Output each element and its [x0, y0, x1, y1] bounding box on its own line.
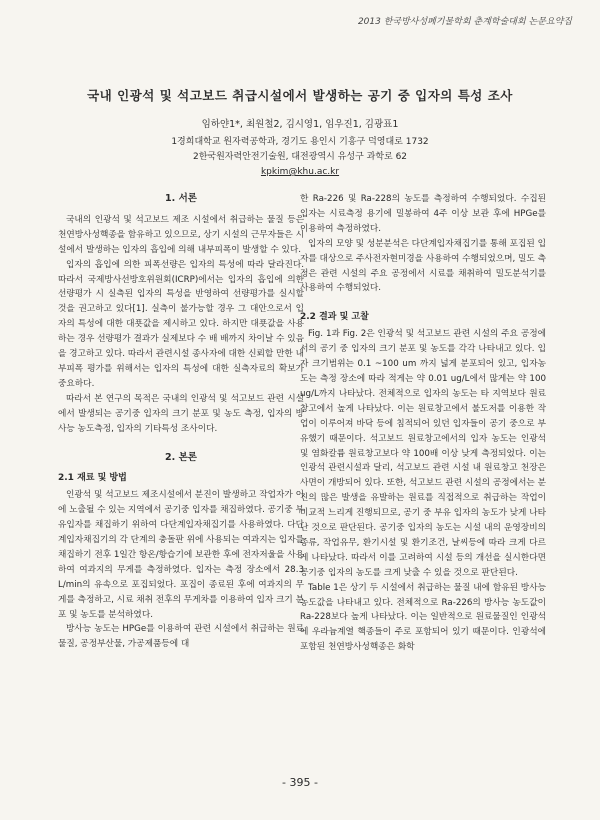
methods-paragraph-1: 인광석 및 석고보드 제조시설에서 분진이 발생하고 작업자가 이에 노출될 수 있는 지역에서 공기중 입자를 채집하였다. 공기중 부유입자를 채집하기 위하여 다단계입자채집기를 사용하였다. 다단계입자채집기의 각 단계의 충돌판 위에 사용되는 여과지는 입자를 채집하기 전후 1일간 항온/항습기에 보관한 후에 전자저울을 사용하여 여과지의 무게를 측정하였다. 입자는 측정 장소에서 28.3 L/min의 유속으로 포집되었다. 포집이 종료된 후에 여과지의 무게를 측정하고, 시료 채취 전후의 무게차를 이용하여 입자 크기 분포 및 농도를 분석하였다.: [58, 490, 304, 620]
author-list: 임하얀1*, 최원철2, 김시영1, 임우진1, 김광표1: [201, 119, 399, 130]
affiliation-1: 1경희대학교 원자력공학과, 경기도 용인시 기흥구 덕영대로 1732: [171, 137, 429, 147]
methods-paragraph-3: 입자의 모양 및 성분분석은 다단계입자채집기를 통해 포집된 입자를 대상으로 주사전자현미경을 사용하여 수행되었으며, 밀도 측정은 관련 시설의 주요 공정에서 시료를 채취하여 밀도분석기를 사용하여 수행되었다.: [300, 238, 546, 294]
affiliation-2: 2한국원자력안전기술원, 대전광역시 유성구 과학로 62: [192, 152, 408, 162]
section-title-intro: 1. 서론: [165, 193, 197, 204]
results-paragraph-2: Table 1은 상기 두 시설에서 취급하는 물질 내에 함유된 방사능 농도값을 나타내고 있다. 전체적으로 Ra-226의 방사능 농도값이 Ra-228보다 높게 나타났다. 이는 일반적으로 원료물질인 인광석에 우라늄계열 핵종들이 주로 포함되어 있기 때문이다. 인광석에 포함된 천연방사성핵종은 화학: [300, 582, 546, 653]
contact-email[interactable]: kpkim@khu.ac.kr: [260, 167, 340, 177]
intro-paragraph-2: 입자의 흡입에 의한 피폭선량은 입자의 특성에 따라 달라진다. 따라서 국제방사선방호위원회(ICRP)에서는 입자의 흡입에 의한 선량평가 시 실측된 입자의 특성을 반영하여 선량평가를 실시할 것을 권고하고 있다[1]. 실측이 불가능할 경우 그 대안으로서 입자의 특성에 대한 대푯값을 제시하고 있다. 하지만 대푯값을 사용하는 경우 선량평가 결과가 실제보다 수 배 배까지 차이날 수 있음을 경고하고 있다. 따라서 관련시설 종사자에 대한 신뢰할 만한 내부피폭 평가를 위해서는 입자의 특성에 대한 실측자료의 확보가 중요하다.: [58, 259, 304, 389]
methods-continuation: 한 Ra-226 및 Ra-228의 농도를 측정하여 수행되었다. 수집된 입자는 시료측정 용기에 밀봉하여 4주 이상 보관 후에 HPGe를 이용하여 측정하였다.: [300, 194, 546, 234]
page-number: - 395 -: [282, 776, 318, 789]
methods-paragraph-2: 방사능 농도는 HPGe를 이용하여 관련 시설에서 취급하는 원료물질, 공정부산물, 가공제품등에 대: [58, 624, 304, 650]
subsection-title-results: 2.2 결과 및 고찰: [300, 312, 369, 323]
running-head: 2013 한국방사성폐기물학회 춘계학술대회 논문요약집: [357, 17, 572, 27]
left-column: [58, 192, 304, 652]
intro-paragraph-1: 국내의 인광석 및 석고보드 제조 시설에서 취급하는 물질 등은 천연방사성핵종을 함유하고 있으므로, 상기 시설의 근무자들은 시설에서 발생하는 입자의 흡입에 의해 내부피폭이 발생할 수 있다.: [58, 214, 304, 255]
paper-title: 국내 인광석 및 석고보드 취급시설에서 발생하는 공기 중 입자의 특성 조사: [87, 88, 513, 103]
results-paragraph-1: Fig. 1과 Fig. 2은 인광석 및 석고보드 관련 시설의 주요 공정에서의 공기 중 입자의 크기 분포 및 농도를 각각 나타내고 있다. 입자 크기범위는 0.1 ~100 um 까지 넓게 분포되어 있고, 입자농도는 측정 장소에 따라 적게는 약 0.01 ug/L에서 많게는 약 100 ug/L까지 나타났다. 전체적으로 입자의 농도는 타 지역보다 원료창고에서 높게 나타났다. 이는 원료창고에서 불도저를 이용한 작업이 이루어져 바닥 등에 침적되어 있던 입자들이 공기 중으로 부유했기 때문이다. 석고보드 원료창고에서의 입자 농도는 인광석 및 염화칼륨 원료창고보다 약 100배 이상 낮게 측정되었다. 이는 인광석 관련시설과 달리, 석고보드 관련 시설 내 원료창고 천장은 사면이 개방되어 있다. 또한, 석고보드 관련 시설의 공정에서는 분진의 많은 발생을 유발하는 원료를 직접적으로 취급하는 작업이 비교적 느리게 진행되므로, 공기 중 부유 입자의 농도가 낮게 나타난 것으로 판단된다. 공기중 입자의 농도는 시설 내의 운영장비의 종류, 작업유무, 환기시설 및 환기조건, 날씨등에 따라 크게 다르게 나타났다. 따라서 이를 고려하여 시설 등의 개선을 실시한다면 공기중 입자의 농도를 크게 낮출 수 있을 것으로 판단된다.: [300, 329, 546, 578]
intro-paragraph-3: 따라서 본 연구의 목적은 국내의 인광석 및 석고보드 관련 시설에서 발생되는 공기중 입자의 크기 분포 및 농도 측정, 입자의 방사능 농도측정, 입자의 기타특성 조사이다.: [58, 393, 304, 434]
right-column: [300, 192, 546, 655]
section-title-body: 2. 본론: [165, 451, 197, 463]
subsection-title-methods: 2.1 재료 및 방법: [58, 473, 127, 484]
